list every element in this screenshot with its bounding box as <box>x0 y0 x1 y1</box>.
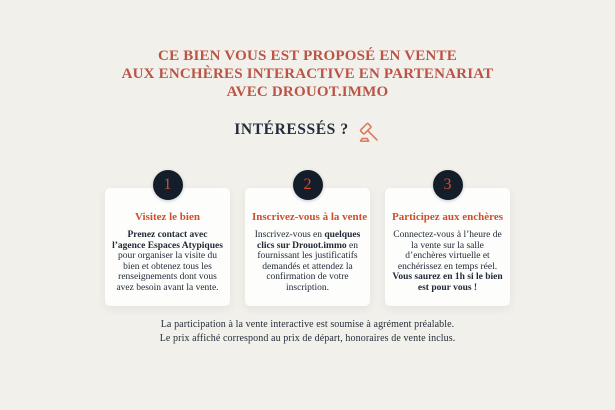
step-description: Inscrivez-vous en quelques clics sur Drouot.immo en fournissant les justificatifs demandés et attendez la confirmation de votre inscription. <box>254 230 361 293</box>
step-card-visit <box>105 170 230 306</box>
step-title: Visitez le bien <box>135 211 200 223</box>
step-number: 1 <box>163 176 172 193</box>
steps-row <box>0 170 615 306</box>
step-number: 3 <box>443 176 452 193</box>
legal-note <box>0 318 615 345</box>
interested-heading <box>0 116 615 144</box>
step-number-badge <box>153 170 183 200</box>
gavel-icon <box>358 121 381 144</box>
legal-line: Le prix affiché correspond au prix de départ, honoraires de vente inclus. <box>159 332 456 344</box>
title-line: AVEC DROUOT.IMMO <box>226 84 389 100</box>
step-description: Connectez-vous à l’heure de la vente sur la salle d’enchères virtuelle et enchérissez en temps réel. Vous saurez en 1h si le bien est pour vous ! <box>392 230 503 293</box>
step-card <box>245 188 370 306</box>
step-title: Participez aux enchères <box>392 211 503 223</box>
step-title: Inscrivez-vous à la vente <box>252 211 368 223</box>
step-card-register <box>245 170 370 306</box>
title-line: CE BIEN VOUS EST PROPOSÉ EN VENTE <box>158 48 457 64</box>
step-card <box>105 188 230 306</box>
title-line: AUX ENCHÈRES INTERACTIVE EN PARTENARIAT <box>121 66 494 82</box>
step-card-bid <box>385 170 510 306</box>
step-card <box>385 188 510 306</box>
step-number: 2 <box>303 176 312 193</box>
step-number-badge <box>293 170 323 200</box>
page-title <box>0 47 615 101</box>
step-number-badge <box>433 170 463 200</box>
interested-label: INTÉRESSÉS ? <box>234 121 349 138</box>
legal-line: La participation à la vente interactive est soumise à agrément préalable. <box>160 319 455 330</box>
step-description: Prenez contact avec l’agence Espaces Atypiques pour organiser la visite du bien et obtenez tous les renseignements dont vous avez besoin avant la vente. <box>112 230 223 293</box>
